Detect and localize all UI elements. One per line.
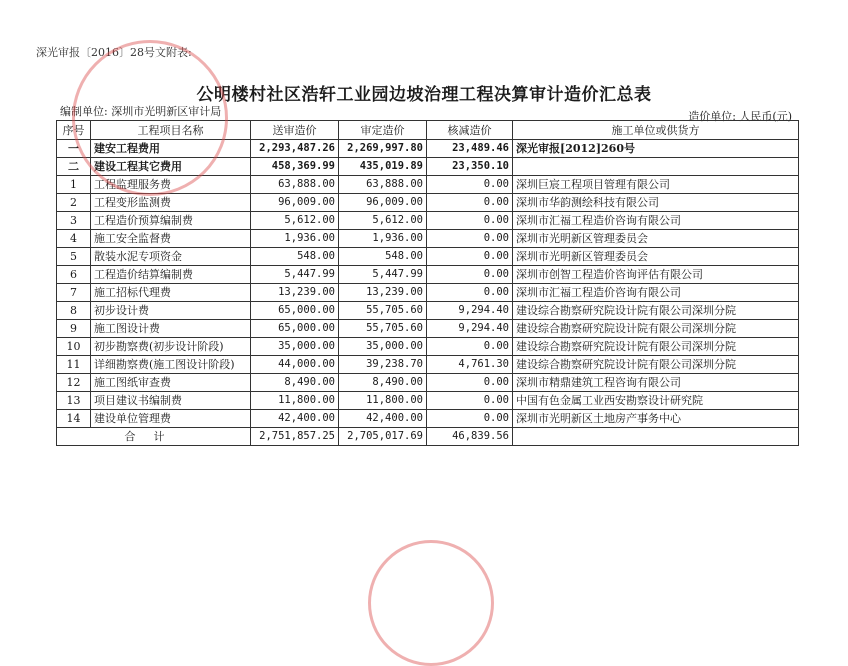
row-submitted: 65,000.00 (251, 320, 339, 338)
total-approved: 2,705,017.69 (339, 428, 427, 446)
row-no: 9 (57, 320, 91, 338)
row-approved: 42,400.00 (339, 410, 427, 428)
row-no: 7 (57, 284, 91, 302)
row-reduction: 0.00 (427, 338, 513, 356)
row-reduction: 4,761.30 (427, 356, 513, 374)
table-row (57, 410, 799, 428)
row-item-name: 建设工程其它费用 (91, 158, 251, 176)
row-vendor: 深光审报[2012]260号 (513, 140, 799, 158)
row-no: 一 (57, 140, 91, 158)
row-item-name: 初步勘察费(初步设计阶段) (91, 338, 251, 356)
row-reduction: 0.00 (427, 212, 513, 230)
row-approved: 35,000.00 (339, 338, 427, 356)
table-row (57, 248, 799, 266)
header-submitted: 送审造价 (251, 121, 339, 140)
row-no: 5 (57, 248, 91, 266)
row-item-name: 工程造价结算编制费 (91, 266, 251, 284)
total-label: 合计 (57, 428, 251, 446)
row-reduction: 9,294.40 (427, 302, 513, 320)
row-item-name: 工程造价预算编制费 (91, 212, 251, 230)
row-vendor (513, 158, 799, 176)
row-reduction: 0.00 (427, 374, 513, 392)
row-vendor: 建设综合勘察研究院设计院有限公司深圳分院 (513, 302, 799, 320)
row-submitted: 548.00 (251, 248, 339, 266)
row-item-name: 施工图设计费 (91, 320, 251, 338)
row-reduction: 0.00 (427, 284, 513, 302)
row-submitted: 65,000.00 (251, 302, 339, 320)
row-approved: 435,019.89 (339, 158, 427, 176)
row-approved: 55,705.60 (339, 320, 427, 338)
total-row (57, 428, 799, 446)
row-submitted: 5,612.00 (251, 212, 339, 230)
row-approved: 96,009.00 (339, 194, 427, 212)
row-submitted: 13,239.00 (251, 284, 339, 302)
row-reduction: 0.00 (427, 230, 513, 248)
row-submitted: 11,800.00 (251, 392, 339, 410)
row-no: 12 (57, 374, 91, 392)
row-reduction: 0.00 (427, 266, 513, 284)
table-header-row (57, 121, 799, 140)
total-reduction: 46,839.56 (427, 428, 513, 446)
row-item-name: 施工图纸审查费 (91, 374, 251, 392)
table-body (57, 140, 799, 428)
table-row (57, 158, 799, 176)
row-approved: 11,800.00 (339, 392, 427, 410)
row-vendor: 深圳市精鼎建筑工程咨询有限公司 (513, 374, 799, 392)
row-vendor: 深圳市华韵测绘科技有限公司 (513, 194, 799, 212)
table-row (57, 230, 799, 248)
row-no: 10 (57, 338, 91, 356)
row-no: 6 (57, 266, 91, 284)
row-submitted: 42,400.00 (251, 410, 339, 428)
row-no: 14 (57, 410, 91, 428)
row-item-name: 施工招标代理费 (91, 284, 251, 302)
table-row (57, 266, 799, 284)
row-item-name: 工程监理服务费 (91, 176, 251, 194)
row-no: 二 (57, 158, 91, 176)
row-approved: 548.00 (339, 248, 427, 266)
row-vendor: 深圳市光明新区土地房产事务中心 (513, 410, 799, 428)
row-reduction: 0.00 (427, 176, 513, 194)
table-row (57, 356, 799, 374)
table-row (57, 374, 799, 392)
row-reduction: 23,350.10 (427, 158, 513, 176)
table-row (57, 302, 799, 320)
row-item-name: 施工安全监督费 (91, 230, 251, 248)
header-vendor: 施工单位或供货方 (513, 121, 799, 140)
row-item-name: 建设单位管理费 (91, 410, 251, 428)
table-row (57, 194, 799, 212)
total-vendor (513, 428, 799, 446)
row-submitted: 2,293,487.26 (251, 140, 339, 158)
row-item-name: 散装水泥专项资金 (91, 248, 251, 266)
table-row (57, 140, 799, 158)
row-submitted: 1,936.00 (251, 230, 339, 248)
row-item-name: 项目建议书编制费 (91, 392, 251, 410)
row-vendor: 深圳巨宸工程项目管理有限公司 (513, 176, 799, 194)
row-item-name: 初步设计费 (91, 302, 251, 320)
row-item-name: 工程变形监测费 (91, 194, 251, 212)
row-item-name: 建安工程费用 (91, 140, 251, 158)
row-no: 3 (57, 212, 91, 230)
row-approved: 63,888.00 (339, 176, 427, 194)
row-reduction: 0.00 (427, 194, 513, 212)
row-approved: 1,936.00 (339, 230, 427, 248)
row-approved: 5,612.00 (339, 212, 427, 230)
row-no: 8 (57, 302, 91, 320)
table-row (57, 320, 799, 338)
header-no: 序号 (57, 121, 91, 140)
document-reference: 深光审报〔2016〕28号文附表: (36, 46, 192, 59)
row-reduction: 0.00 (427, 410, 513, 428)
row-submitted: 5,447.99 (251, 266, 339, 284)
table-row (57, 212, 799, 230)
row-vendor: 深圳市光明新区管理委员会 (513, 248, 799, 266)
table-row (57, 176, 799, 194)
row-submitted: 8,490.00 (251, 374, 339, 392)
row-reduction: 0.00 (427, 392, 513, 410)
table-row (57, 284, 799, 302)
table-row (57, 338, 799, 356)
row-vendor: 建设综合勘察研究院设计院有限公司深圳分院 (513, 320, 799, 338)
currency-unit: 造价单位: 人民币(元) (688, 110, 792, 123)
row-vendor: 中国有色金属工业西安勘察设计研究院 (513, 392, 799, 410)
row-approved: 5,447.99 (339, 266, 427, 284)
header-approved: 审定造价 (339, 121, 427, 140)
row-vendor: 深圳市光明新区管理委员会 (513, 230, 799, 248)
row-submitted: 458,369.99 (251, 158, 339, 176)
row-reduction: 0.00 (427, 248, 513, 266)
compiling-unit: 编制单位: 深圳市光明新区审计局 (60, 105, 222, 118)
row-approved: 2,269,997.80 (339, 140, 427, 158)
row-no: 4 (57, 230, 91, 248)
row-vendor: 深圳市汇福工程造价咨询有限公司 (513, 212, 799, 230)
row-vendor: 建设综合勘察研究院设计院有限公司深圳分院 (513, 338, 799, 356)
row-vendor: 深圳市创智工程造价咨询评估有限公司 (513, 266, 799, 284)
table-row (57, 392, 799, 410)
row-no: 1 (57, 176, 91, 194)
row-submitted: 63,888.00 (251, 176, 339, 194)
audit-summary-table (56, 120, 799, 446)
row-no: 11 (57, 356, 91, 374)
row-no: 2 (57, 194, 91, 212)
page-title: 公明楼村社区浩轩工业园边坡治理工程决算审计造价汇总表 (196, 85, 652, 105)
row-approved: 55,705.60 (339, 302, 427, 320)
row-vendor: 建设综合勘察研究院设计院有限公司深圳分院 (513, 356, 799, 374)
row-approved: 13,239.00 (339, 284, 427, 302)
official-seal-bottom (368, 540, 494, 666)
row-item-name: 详细勘察费(施工图设计阶段) (91, 356, 251, 374)
row-submitted: 35,000.00 (251, 338, 339, 356)
header-reduction: 核减造价 (427, 121, 513, 140)
row-submitted: 44,000.00 (251, 356, 339, 374)
row-vendor: 深圳市汇福工程造价咨询有限公司 (513, 284, 799, 302)
row-reduction: 9,294.40 (427, 320, 513, 338)
total-submitted: 2,751,857.25 (251, 428, 339, 446)
row-no: 13 (57, 392, 91, 410)
row-submitted: 96,009.00 (251, 194, 339, 212)
row-approved: 39,238.70 (339, 356, 427, 374)
row-approved: 8,490.00 (339, 374, 427, 392)
header-item-name: 工程项目名称 (91, 121, 251, 140)
row-reduction: 23,489.46 (427, 140, 513, 158)
